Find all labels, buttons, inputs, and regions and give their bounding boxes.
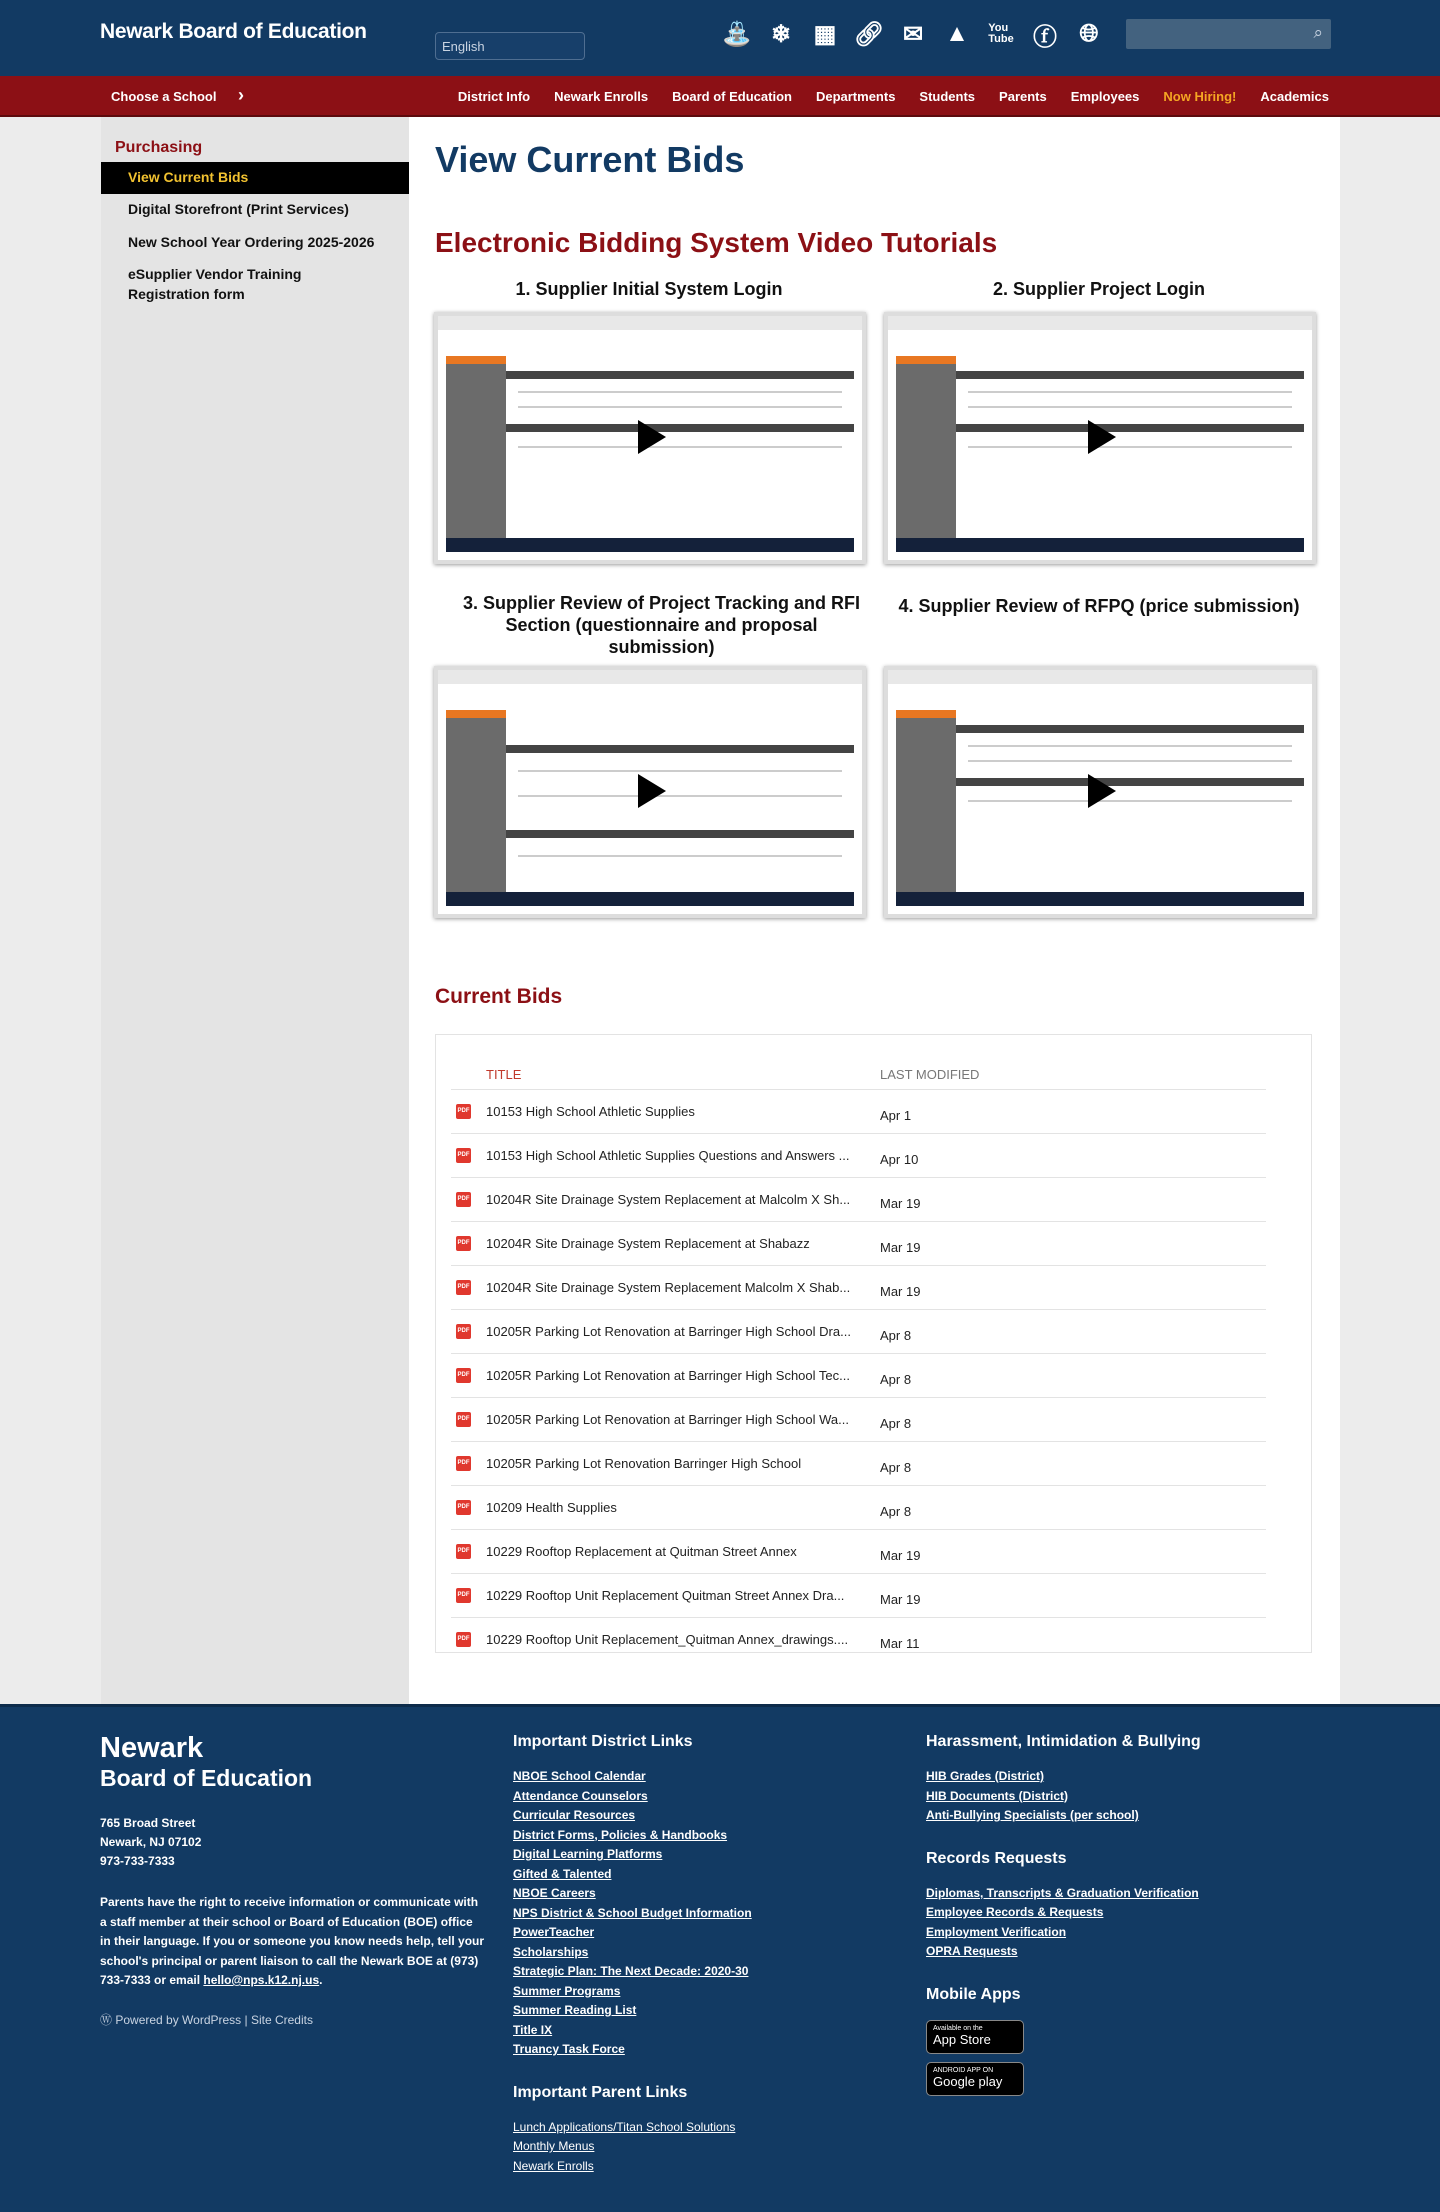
- footer-address-city: Newark, NJ 07102: [100, 1835, 202, 1849]
- table-row[interactable]: [451, 1573, 1266, 1617]
- section-title-video-tutorials: Electronic Bidding System Video Tutorials: [435, 227, 998, 258]
- play-icon[interactable]: [1088, 420, 1116, 454]
- search-input[interactable]: [1126, 19, 1331, 49]
- globe-icon[interactable]: 🌐︎: [1079, 20, 1099, 47]
- footer-link[interactable]: Diplomas, Transcripts & Graduation Verification: [926, 1885, 1199, 1900]
- bid-date: Apr 1: [880, 1108, 912, 1123]
- water-tap-icon[interactable]: ⛲: [722, 20, 752, 48]
- pdf-icon: PDF: [456, 1456, 471, 1471]
- google-drive-icon[interactable]: ▲: [945, 20, 969, 47]
- play-icon[interactable]: [1088, 774, 1116, 808]
- bid-title-link[interactable]: 10204R Site Drainage System Replacement at Shabazz: [486, 1236, 810, 1251]
- nav-academics[interactable]: Academics: [1260, 89, 1329, 104]
- footer-link[interactable]: Monthly Menus: [513, 2139, 595, 2153]
- video-title-4: 4. Supplier Review of RFPQ (price submission): [898, 596, 1300, 616]
- bid-date: Apr 8: [880, 1372, 912, 1387]
- powered-by-link[interactable]: Powered by WordPress | Site Credits: [115, 2012, 313, 2027]
- column-header-last-modified[interactable]: LAST MODIFIED: [880, 1067, 980, 1082]
- footer-link[interactable]: Attendance Counselors: [513, 1788, 648, 1803]
- video-player-2[interactable]: [884, 312, 1316, 564]
- bid-date: Mar 11: [880, 1636, 920, 1651]
- footer-link[interactable]: NPS District & School Budget Information: [513, 1905, 752, 1920]
- table-row[interactable]: [451, 1221, 1266, 1265]
- bid-date: Mar 19: [880, 1284, 921, 1299]
- app-store-small-text: Available on the: [933, 2024, 983, 2032]
- pdf-icon: PDF: [456, 1280, 471, 1295]
- footer-link[interactable]: HIB Grades (District): [926, 1769, 1045, 1783]
- bid-title-link[interactable]: 10204R Site Drainage System Replacement Malcolm X Shab...: [486, 1280, 851, 1295]
- footer-link[interactable]: Curricular Resources: [513, 1808, 636, 1822]
- mail-icon[interactable]: ✉: [902, 20, 924, 48]
- pdf-icon: PDF: [456, 1192, 471, 1207]
- bid-title-link[interactable]: 10229 Rooftop Unit Replacement Quitman Street Annex Dra...: [486, 1588, 845, 1603]
- bid-title-link[interactable]: 10229 Rooftop Unit Replacement_Quitman Annex_drawings....: [486, 1632, 849, 1647]
- page-title: View Current Bids: [435, 139, 745, 180]
- footer-link[interactable]: Anti-Bullying Specialists (per school): [926, 1808, 1139, 1822]
- bid-date: Mar 19: [880, 1196, 921, 1211]
- table-row[interactable]: [451, 1309, 1266, 1353]
- pdf-icon: PDF: [456, 1148, 471, 1163]
- play-icon[interactable]: [638, 420, 666, 454]
- video-title-2: 2. Supplier Project Login: [992, 279, 1206, 299]
- google-play-badge[interactable]: [926, 2062, 1024, 2096]
- video-title-3: 3. Supplier Review of Project Tracking and RFI Section (questionnaire and proposal submission): [462, 593, 861, 657]
- parent-links-heading: Important Parent Links: [513, 2083, 688, 2101]
- footer-link[interactable]: Summer Reading List: [513, 2003, 637, 2017]
- sidebar-item-digital-storefront[interactable]: Digital Storefront (Print Services): [128, 201, 349, 217]
- table-row[interactable]: [451, 1441, 1266, 1485]
- records-heading: Records Requests: [926, 1849, 1067, 1867]
- bids-table: [435, 1034, 1312, 1653]
- pdf-icon: PDF: [456, 1632, 471, 1647]
- footer-link[interactable]: OPRA Requests: [926, 1944, 1018, 1958]
- footer-link[interactable]: NBOE School Calendar: [513, 1769, 646, 1783]
- bid-date: Apr 8: [880, 1460, 912, 1475]
- video-player-3[interactable]: [434, 666, 866, 918]
- bid-title-link[interactable]: 10229 Rooftop Replacement at Quitman Street Annex: [486, 1544, 797, 1559]
- sidebar-item-esupplier-training[interactable]: eSupplier Vendor Training Registration form: [128, 266, 302, 302]
- pdf-icon: PDF: [456, 1104, 471, 1119]
- mobile-apps-heading: Mobile Apps: [926, 1985, 1021, 2003]
- table-row[interactable]: [451, 1133, 1266, 1177]
- video-title-1: 1. Supplier Initial System Login: [515, 279, 783, 299]
- footer-link[interactable]: HIB Documents (District): [926, 1788, 1069, 1803]
- bid-title-link[interactable]: 10204R Site Drainage System Replacement at Malcolm X Sh...: [486, 1192, 851, 1207]
- footer-logo-subtitle: Board of Education: [100, 1765, 313, 1791]
- footer-link[interactable]: Lunch Applications/Titan School Solutions: [513, 2119, 736, 2134]
- link-icon[interactable]: 🔗︎: [853, 20, 885, 48]
- footer-language-notice: Parents have the right to receive information or communicate with a staff member at their school or Board of Education (BOE) office in their language. If you or someone you know needs help, tell your school's principal or parent liaison to call the Newark BOE at (973) 733-7333 or email: [100, 1895, 485, 1987]
- footer-link[interactable]: Summer Programs: [513, 1983, 621, 1998]
- footer-link[interactable]: Scholarships: [513, 1944, 589, 1959]
- table-row[interactable]: [451, 1397, 1266, 1441]
- nav-employees[interactable]: Employees: [1070, 89, 1140, 104]
- pdf-icon: PDF: [456, 1236, 471, 1251]
- bid-date: Apr 10: [880, 1152, 919, 1167]
- bid-date: Mar 19: [880, 1592, 921, 1607]
- bid-date: Mar 19: [880, 1240, 921, 1255]
- footer-link[interactable]: Gifted & Talented: [513, 1866, 612, 1881]
- footer-address-street: 765 Broad Street: [100, 1816, 196, 1830]
- nav-district-info[interactable]: District Info: [457, 89, 531, 104]
- bid-title-link[interactable]: 10205R Parking Lot Renovation at Barringer High School Tec...: [486, 1368, 850, 1383]
- sidebar-item-view-current-bids[interactable]: View Current Bids: [101, 162, 409, 194]
- column-header-title[interactable]: TITLE: [486, 1067, 522, 1082]
- pdf-icon: PDF: [456, 1412, 471, 1427]
- video-player-4[interactable]: [884, 666, 1316, 918]
- bid-date: Mar 19: [880, 1548, 921, 1563]
- pdf-icon: PDF: [456, 1544, 471, 1559]
- calendar-icon[interactable]: ▦: [813, 20, 837, 48]
- hib-heading: Harassment, Intimidation & Bullying: [926, 1733, 1201, 1750]
- table-row[interactable]: [451, 1265, 1266, 1309]
- bid-title-link[interactable]: 10153 High School Athletic Supplies: [486, 1104, 695, 1119]
- sidebar-heading[interactable]: Purchasing: [115, 139, 203, 156]
- chevron-right-icon[interactable]: ›: [238, 85, 244, 105]
- search-icon[interactable]: ⌕: [1313, 23, 1323, 42]
- bid-title-link[interactable]: 10205R Parking Lot Renovation at Barringer High School Dra...: [486, 1324, 851, 1339]
- footer-link[interactable]: Digital Learning Platforms: [513, 1847, 663, 1861]
- footer-link[interactable]: PowerTeacher: [513, 1925, 595, 1939]
- main-nav: [0, 76, 1440, 117]
- sidebar: [101, 117, 409, 1704]
- footer-phone: 973-733-7333: [100, 1854, 175, 1868]
- bid-title-link[interactable]: 10205R Parking Lot Renovation at Barringer High School Wa...: [486, 1412, 849, 1427]
- table-row[interactable]: [451, 1177, 1266, 1221]
- bid-date: Apr 8: [880, 1504, 912, 1519]
- video-player-1[interactable]: [434, 312, 866, 564]
- google-play-label: Google play: [933, 2073, 1003, 2089]
- nav-students[interactable]: Students: [919, 89, 976, 104]
- google-play-small-text: ANDROID APP ON: [933, 2066, 994, 2074]
- table-row[interactable]: [451, 1089, 1266, 1133]
- wordpress-icon: Ⓦ: [100, 2012, 116, 2027]
- nav-parents[interactable]: Parents: [999, 89, 1047, 104]
- header-icons: [722, 18, 1104, 50]
- table-row[interactable]: [451, 1529, 1266, 1573]
- bid-title-link[interactable]: 10205R Parking Lot Renovation Barringer High School: [486, 1456, 802, 1471]
- language-select[interactable]: English: [435, 32, 585, 60]
- site-header: [0, 0, 1440, 76]
- snowflake-icon[interactable]: ❄: [770, 20, 792, 48]
- table-row[interactable]: [451, 1353, 1266, 1397]
- footer-link[interactable]: Strategic Plan: The Next Decade: 2020-30: [513, 1964, 749, 1978]
- pdf-icon: PDF: [456, 1500, 471, 1515]
- district-links-heading: Important District Links: [513, 1733, 693, 1750]
- bid-title-link[interactable]: 10209 Health Supplies: [486, 1500, 617, 1515]
- bid-date: Apr 8: [880, 1328, 912, 1343]
- pdf-icon: PDF: [456, 1588, 471, 1603]
- facebook-icon[interactable]: ⓕ: [1033, 23, 1057, 51]
- pdf-icon: PDF: [456, 1368, 471, 1383]
- footer-logo: Newark: [100, 1732, 204, 1764]
- nav-departments[interactable]: Departments: [815, 89, 896, 104]
- table-row[interactable]: [451, 1485, 1266, 1529]
- site-logo[interactable]: Newark Board of Education: [100, 20, 367, 43]
- youtube-icon[interactable]: You Tube: [988, 22, 1014, 45]
- footer-link[interactable]: District Forms, Policies & Handbooks: [513, 1827, 728, 1842]
- table-row[interactable]: [451, 1617, 1266, 1661]
- site-footer: Newark Board of Education 765 Broad Street Newark, NJ 07102 973-733-7333 Parents have the right to receive information or communicate with a staff member at their school or Board of Education (BOE) office in their language. If you or someone you know needs help, tell your school's principal or parent liaison to call the Newark BOE at (973) 733-7333 or email hello@nps.k12.nj.us. Ⓦ Powered by WordPress | Site Credits Important District Links NBOE School Calendar Attendance Counselors Curricular Resources District Forms, Policies & Handbooks Digital Learning Platforms Gifted & Talented NBOE Careers NPS District & School Budget Information PowerTeacher Scholarships Strategic Plan: The Next Decade: 2020-30 Summer Programs Summer Reading List Title IX Truancy Task Force Important Parent Links Lunch Applications/Titan School Solutions Monthly Menus Newark Enrolls Harassment, Intimidation & Bullying HIB Grades (District) HIB Documents (District) Anti-Bullying Specialists (per school) Records Requests Diplomas, Transcripts & Graduation Verification Employee Records & Requests Employment Verification OPRA Requests Mobile Apps Available on the App Store ANDROID APP ON Google play: [0, 1704, 1440, 2212]
- nav-newark-enrolls[interactable]: Newark Enrolls: [554, 89, 649, 104]
- footer-link[interactable]: NBOE Careers: [513, 1886, 596, 1900]
- bid-title-link[interactable]: 10153 High School Athletic Supplies Questions and Answers ...: [486, 1148, 850, 1163]
- play-icon[interactable]: [638, 774, 666, 808]
- main-content: [409, 117, 1340, 1704]
- app-store-badge[interactable]: [926, 2020, 1024, 2054]
- footer-link[interactable]: Employment Verification: [926, 1924, 1067, 1939]
- pdf-icon: PDF: [456, 1324, 471, 1339]
- choose-school-button[interactable]: Choose a School: [111, 89, 217, 104]
- app-store-label: App Store: [933, 2031, 991, 2047]
- sidebar-item-new-school-year-ordering[interactable]: New School Year Ordering 2025-2026: [128, 234, 375, 250]
- footer-email-link[interactable]: hello@nps.k12.nj.us: [203, 1973, 320, 1987]
- footer-link[interactable]: Truancy Task Force: [513, 2042, 625, 2056]
- bid-date: Apr 8: [880, 1416, 912, 1431]
- footer-link[interactable]: Title IX: [513, 2022, 553, 2037]
- footer-link[interactable]: Newark Enrolls: [513, 2158, 594, 2173]
- footer-link[interactable]: Employee Records & Requests: [926, 1905, 1104, 1919]
- nav-board-of-education[interactable]: Board of Education: [672, 89, 792, 104]
- nav-now-hiring[interactable]: Now Hiring!: [1163, 89, 1237, 104]
- current-bids-heading: Current Bids: [435, 985, 563, 1008]
